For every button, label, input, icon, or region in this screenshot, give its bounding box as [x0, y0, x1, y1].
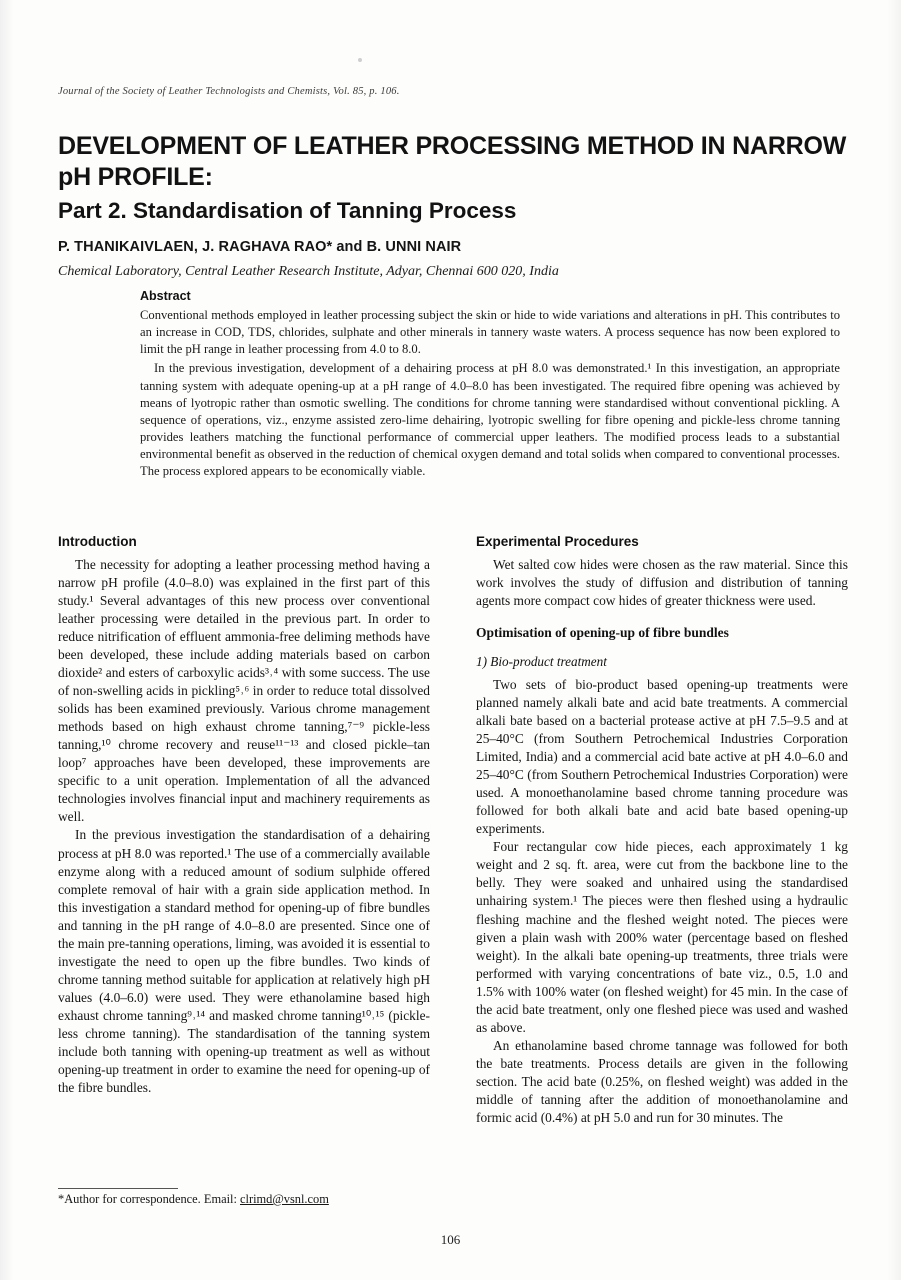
body-paragraph: Four rectangular cow hide pieces, each approximately 1 kg weight and 2 sq. ft. area, were cut from the backbone line to the belly. They were soaked and unhaired using the standardised unhairing system.¹ The pieces were then fleshed using a hydraulic fleshing machine and the fleshed weight noted. The pieces were given a plain wash with 200% water (percentage based on fleshed weight). In the alkali bate opening-up treatments, three trials were performed with varying concentrations of bate viz., 0.5, 1.0 and 1.5% with 100% water (on fleshed weight) for 45 min. In the case of the acid bate treatment, only one fleshed piece was used and washed as above.	[476, 839, 848, 1035]
page-title: DEVELOPMENT OF LEATHER PROCESSING METHOD IN NARROW pH PROFILE:	[58, 132, 847, 191]
footnote-text: *Author for correspondence. Email:	[58, 1192, 241, 1206]
abstract-heading: Abstract	[140, 289, 191, 303]
left-column	[58, 534, 430, 1097]
page-number: 106	[440, 1232, 461, 1247]
body-paragraph: In the previous investigation the standardisation of a dehairing process at pH 8.0 was reported.¹ The use of a commercially available enzyme along with a reduced amount of sodium sulphide offered complete removal of hair with a grain side application method. In this investigation a standard method for opening-up of fibre bundles and tanning in the pH range of 4.0–8.0 are presented. Since one of the main pre-tanning operations, liming, was avoided it is essential to investigate the need to open up the fibre bundles. Two kinds of chrome tanning method suitable for application at relatively high pH values (4.0–6.0) were used. They were ethanolamine based high exhaust chrome tanning⁹˒¹⁴ and masked chrome tanning¹⁰˒¹⁵ (pickle-less chrome tanning). The standardisation of the tanning system include both tanning with opening-up treatment as well as without opening-up treatment in order to examine the need for opening-up of the fibre bundles.	[58, 827, 430, 1095]
scan-speck	[358, 58, 362, 62]
title-block	[58, 131, 848, 280]
author-affiliation: Chemical Laboratory, Central Leather Research Institute, Adyar, Chennai 600 020, India	[58, 264, 559, 280]
page-right-edge-shadow	[887, 0, 901, 1280]
right-column	[476, 534, 848, 1127]
subsection-heading-optimisation: Optimisation of opening-up of fibre bundles	[476, 625, 729, 641]
abstract-block	[140, 289, 840, 482]
footnote-divider	[58, 1188, 178, 1189]
author-list: P. THANIKAIVLAEN, J. RAGHAVA RAO* and B. UNNI NAIR	[58, 239, 462, 256]
page-subtitle: Part 2. Standardisation of Tanning Process	[58, 198, 517, 223]
footnote-email[interactable]: clrimd@vsnl.com	[240, 1192, 329, 1206]
journal-reference: Journal of the Society of Leather Technologists and Chemists, Vol. 85, p. 106.	[58, 86, 400, 97]
section-heading-introduction: Introduction	[58, 534, 137, 549]
subsubsection-heading-bio-product-treatment: 1) Bio-product treatment	[476, 654, 607, 670]
abstract-paragraph: In the previous investigation, development of a dehairing process at pH 8.0 was demonstrated.¹ In this investigation, an appropriate tanning system with adequate opening-up at a pH range of 4.0–8.0 has been investigated. The required fibre opening was achieved by means of lyotropic rather than osmotic swelling. The conditions for chrome tanning were standardised without conventional pickling. A sequence of operations, viz., enzyme assisted zero-lime dehairing, lyotropic swelling for fibre opening and pickle-less chrome tanning provides leathers matching the functional performance of commercial upper leathers. The modified process leads to a substantial environmental benefit as observed in the reduction of chemical oxygen demand and total solids when compared to conventional processes. The process explored appears to be economically viable.	[140, 361, 840, 479]
body-paragraph: An ethanolamine based chrome tannage was followed for both the bate treatments. Process details are given in the following section. The acid bate (0.25%, on fleshed weight) was added in the middle of tanning after the addition of monoethanolamine and formic acid (0.4%) at pH 5.0 and run for 30 minutes. The	[476, 1037, 848, 1125]
body-paragraph: Two sets of bio-product based opening-up treatments were planned namely alkali bate and acid bate treatments. A commercial alkali bate based on a bacterial protease active at pH 7.5–9.5 and at 25–40°C (from Southern Petrochemical Industries Corporation Limited, India) and a commercial acid bate active at pH 4.0–6.0 and 25–40°C (from Southern Petrochemical Industries Corporation) were used. A monoethanolamine based chrome tanning procedure was followed for both alkali bate and acid bate based opening-up experiments.	[476, 677, 848, 837]
footnote	[58, 1192, 430, 1207]
body-paragraph: The necessity for adopting a leather processing method having a narrow pH profile (4.0–8.0) was explained in the first part of this study.¹ Several advantages of this new process over conventional leather processing were detailed in the previous part. In order to reduce nitrification of effluent ammonia-free deliming methods have been developed, these include adding materials based on carbon dioxide² and esters of carboxylic acids³˒⁴ with some success. The use of non-swelling acids in pickling⁵˒⁶ in order to reduce total dissolved solids has been examined previously. Various chrome management methods based on high exhaust chrome tanning,⁷⁻⁹ pickle-less tanning,¹⁰ chrome recovery and reuse¹¹⁻¹³ and closed pickle–tan loop⁷ approaches have been developed, these improvements are specific to a unit operation. Implementation of all the advanced technologies involves financial input and machinery requirements as well.	[58, 557, 430, 825]
abstract-paragraph: Conventional methods employed in leather processing subject the skin or hide to wide variations and alterations in pH. This contributes to an increase in COD, TDS, chlorides, sulphate and other minerals in tannery waste waters. A process sequence has now been explored to limit the pH range in leather processing from 4.0 to 8.0.	[140, 308, 840, 357]
section-heading-experimental-procedures: Experimental Procedures	[476, 534, 639, 549]
body-columns	[58, 534, 848, 1174]
page-left-edge-shadow	[0, 0, 14, 1280]
body-paragraph: Wet salted cow hides were chosen as the raw material. Since this work involves the study of diffusion and distribution of tanning agents more compact cow hides of greater thickness were used.	[476, 557, 848, 609]
